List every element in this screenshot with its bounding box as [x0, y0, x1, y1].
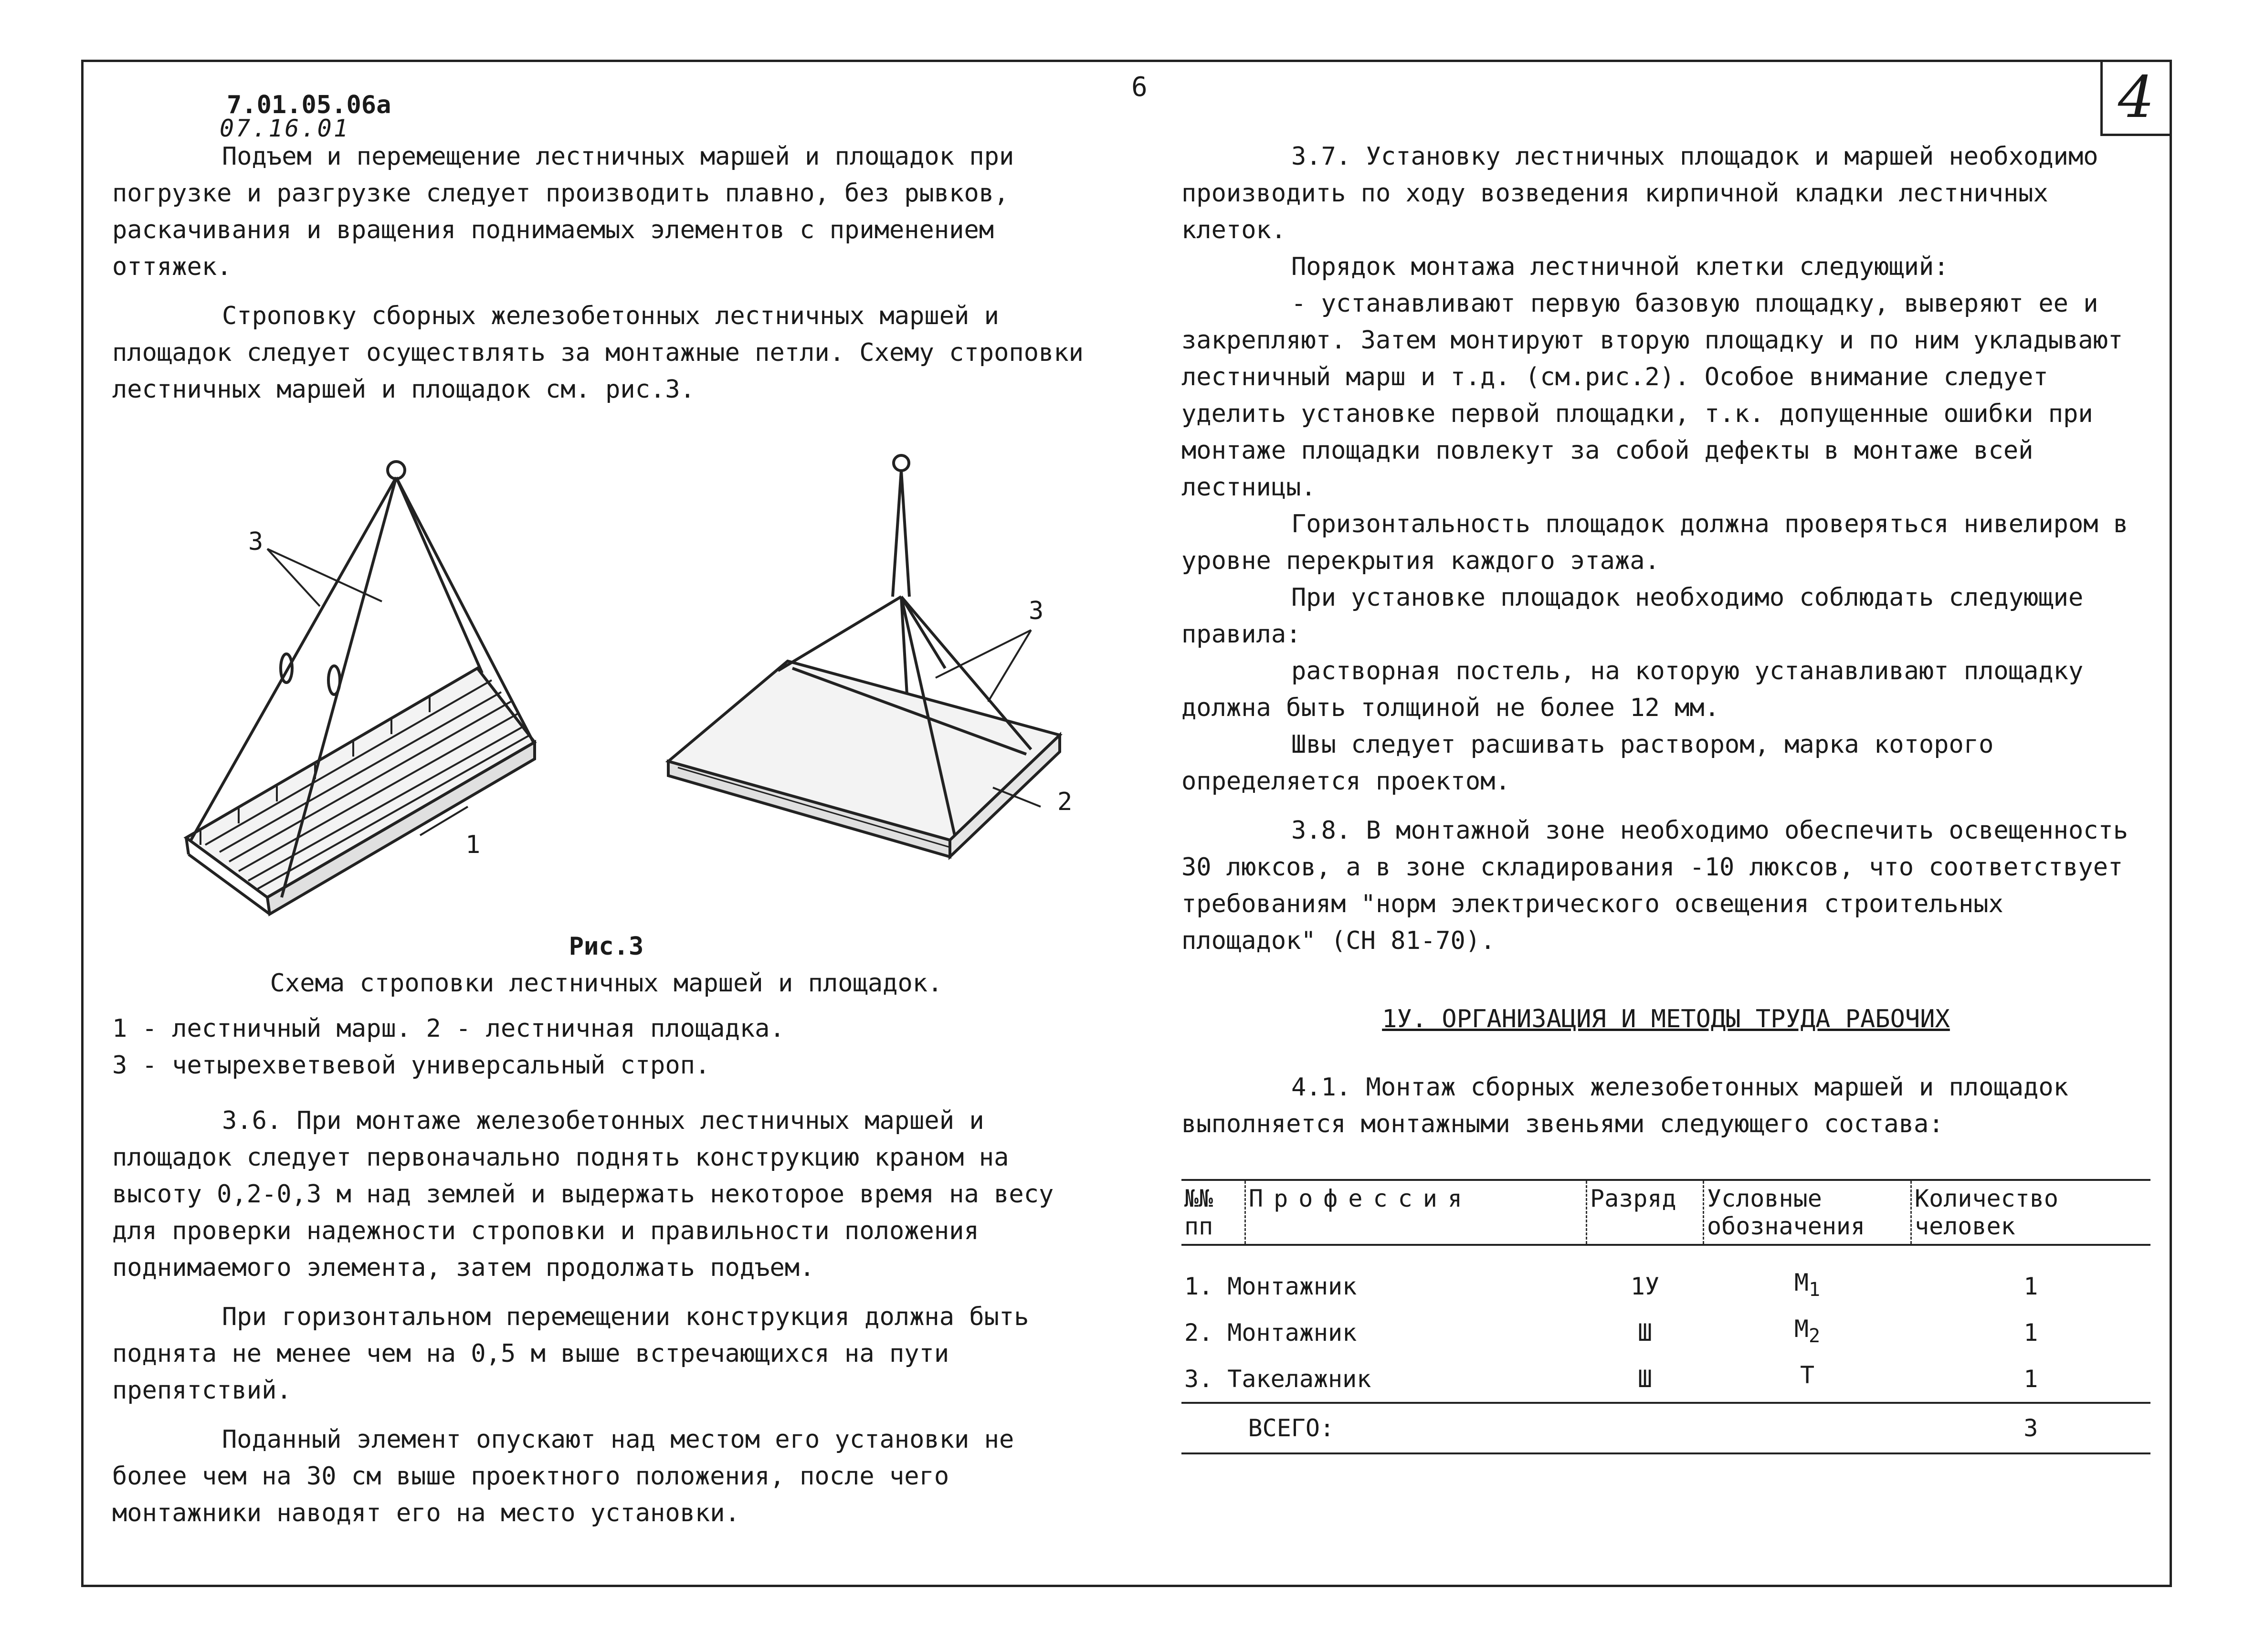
total-value: 3	[1911, 1403, 2151, 1453]
rule-mortar-bed: растворная постель, на которую устанавливают площадку должна быть толщиной не более 12 мм.	[1181, 657, 2084, 722]
header-profession: Профессия	[1245, 1180, 1587, 1245]
figure-title: Рис.3	[569, 932, 644, 961]
lowering-paragraph: Поданный элемент опускают над местом его установки не более чем на 30 см выше проектного положения, после чего монтажники наводят его на место установки.	[112, 1425, 1014, 1527]
paragraph-4-1-block	[1181, 1069, 2150, 1143]
row-profession: 2. Монтажник	[1184, 1318, 1357, 1347]
row-grade: Ш	[1637, 1318, 1653, 1347]
callout-3-right: 3	[1029, 597, 1044, 625]
header-num: №№ пп	[1181, 1180, 1245, 1245]
row-profession: 3. Такелажник	[1184, 1365, 1371, 1393]
horizontality-paragraph: Горизонтальность площадок должна проверяться нивелиром в уровне перекрытия каждого этажа.	[1181, 510, 2129, 575]
document-code-handwritten: 07.16.01	[220, 115, 350, 142]
row-grade: Ш	[1637, 1365, 1653, 1393]
paragraph-3-8: 3.8. В монтажной зоне необходимо обеспечить освещенность 30 люксов, а в зоне складирования -10 люксов, что соответствует требованиям "норм электрического освещения строительных площадок" (СН 81-70).	[1181, 816, 2129, 955]
landing-slab-shape	[668, 661, 1060, 840]
table-row	[1181, 1245, 2150, 1309]
row-symbol: Т	[1800, 1361, 1815, 1389]
figure-legend-2: 3 - четырехветвевой универсальный строп.	[112, 1051, 710, 1080]
row-profession: 1. Монтажник	[1184, 1272, 1357, 1300]
header-symbols: Условные обозначения	[1704, 1180, 1911, 1245]
table-total-row	[1181, 1403, 2150, 1453]
rules-intro: При установке площадок необходимо соблюдать следующие правила:	[1181, 583, 2084, 649]
table-row	[1181, 1309, 2150, 1356]
paragraph-4-1: 4.1. Монтаж сборных железобетонных маршей и площадок выполняется монтажными звеньями следующего состава:	[1181, 1073, 2068, 1138]
left-column-bottom	[112, 1103, 1100, 1532]
crew-table	[1181, 1179, 2150, 1454]
figure-subtitle: Схема строповки лестничных маршей и площадок.	[270, 969, 943, 998]
lifting-paragraph: Подъем и перемещение лестничных маршей и площадок при погрузке и разгрузке следует производить плавно, без рывков, раскачивания и вращения поднимаемых элементов с применением оттяжек.	[112, 142, 1014, 281]
row-count: 1	[2023, 1272, 2038, 1300]
figure-legend-1: 1 - лестничный марш. 2 - лестничная площадка.	[112, 1014, 785, 1043]
row-symbol: $М_1$	[1794, 1269, 1821, 1301]
rule-joints: Швы следует расшивать раствором, марка которого определяется проектом.	[1181, 730, 1994, 796]
slinging-paragraph: Строповку сборных железобетонных лестничных маршей и площадок следует осуществлять за монтажные петли. Схему строповки лестничных маршей и площадок см. рис.3.	[112, 302, 1084, 404]
row-count: 1	[2023, 1365, 2038, 1393]
row-grade: 1У	[1630, 1272, 1660, 1300]
callout-3-left: 3	[248, 527, 263, 556]
header-grade: Разряд	[1587, 1180, 1704, 1245]
horizontal-move-paragraph: При горизонтальном перемещении конструкция должна быть поднята не менее чем на 0,5 м выше встречающихся на пути препятствий.	[112, 1303, 1029, 1405]
order-step: - устанавливают первую базовую площадку, выверяют ее и закрепляют. Затем монтируют вторую площадку и по ним укладывают лестничный марш и т.д. (см.рис.2). Особое внимание следует уделить установке первой площадки, т.к. допущенные ошибки при монтаже площадки повлекут за собой дефекты в монтаже всей лестницы.	[1181, 289, 2123, 502]
figure-caption	[112, 928, 1100, 1084]
table-row	[1181, 1356, 2150, 1403]
document-code: 7.01.05.06a	[227, 91, 391, 119]
paragraph-3-6: 3.6. При монтаже железобетонных лестничных маршей и площадок следует первоначально поднять конструкцию краном на высоту 0,2-0,3 м над землей и выдержать некоторое время на весу для проверки надежности строповки и правильности положения поднимаемого элемента, затем продолжать подъем.	[112, 1106, 1054, 1282]
callout-1: 1	[465, 831, 481, 859]
callout-2: 2	[1057, 788, 1073, 816]
right-column	[1181, 138, 2150, 959]
paragraph-3-7: 3.7. Установку лестничных площадок и маршей необходимо производить по ходу возведения кирпичной кладки лестничных клеток.	[1181, 142, 2098, 244]
page-number: 6	[1131, 72, 1148, 103]
order-intro: Порядок монтажа лестничной клетки следующий:	[1291, 253, 1949, 281]
total-label: ВСЕГО:	[1245, 1403, 1911, 1453]
sheet-number: 4	[2100, 60, 2172, 136]
crew-table-header	[1181, 1180, 2150, 1245]
row-symbol: $М_2$	[1794, 1315, 1821, 1347]
row-count: 1	[2023, 1318, 2038, 1347]
section-4-title: 1У. ОРГАНИЗАЦИЯ И МЕТОДЫ ТРУДА РАБОЧИХ	[1382, 1005, 1950, 1033]
header-count: Количество человек	[1911, 1180, 2151, 1245]
